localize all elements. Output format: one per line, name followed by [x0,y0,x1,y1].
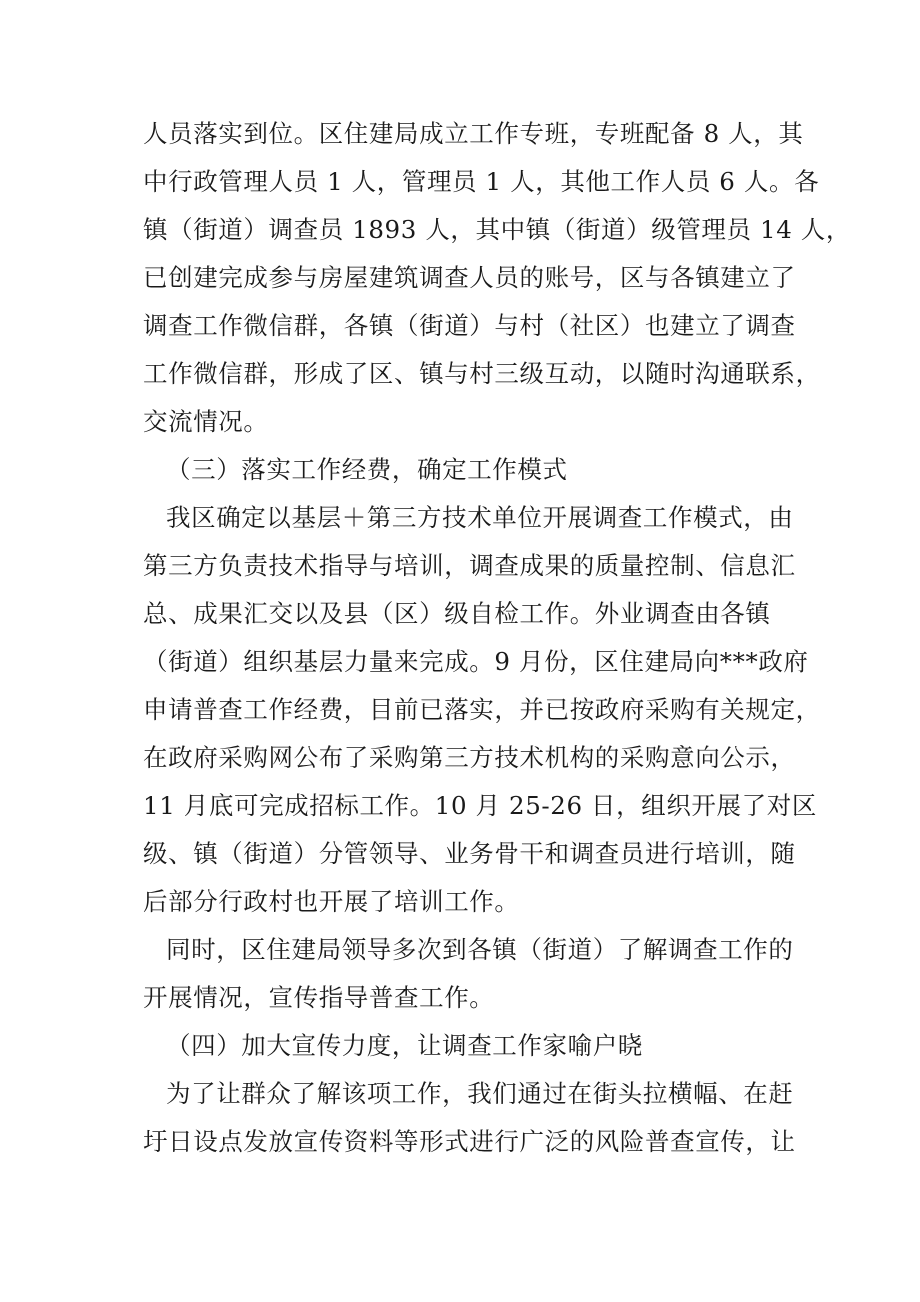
text-line: 总、成果汇交以及县（区）级自检工作。外业调查由各镇 [143,599,771,628]
text-line: 已创建完成参与房屋建筑调查人员的账号，区与各镇建立了 [143,263,796,292]
text-line: 我区确定以基层＋第三方技术单位开展调查工作模式，由 [166,503,794,532]
text-line: 第三方负责技术指导与培训，调查成果的质量控制、信息汇 [143,551,796,580]
text-line: 申请普查工作经费，目前已落实，并已按政府采购有关规定， [143,695,821,724]
text-line: 调查工作微信群，各镇（街道）与村（社区）也建立了调查 [143,311,796,340]
text-line: 为了让群众了解该项工作，我们通过在街头拉横幅、在赶 [166,1079,794,1108]
text-line: 在政府采购网公布了采购第三方技术机构的采购意向公示， [143,743,796,772]
text-line: 人员落实到位。区住建局成立工作专班，专班配备 8 人，其 [143,119,804,148]
text-line: 工作微信群，形成了区、镇与村三级互动，以随时沟通联系， [143,359,821,388]
text-line: 级、镇（街道）分管领导、业务骨干和调查员进行培训，随 [143,839,796,868]
text-line: 中行政管理人员 1 人，管理员 1 人，其他工作人员 6 人。各 [143,167,820,196]
section-heading: （三）落实工作经费，确定工作模式 [166,455,568,484]
text-line: 同时，区住建局领导多次到各镇（街道）了解调查工作的 [166,935,794,964]
text-line: 交流情况。 [143,407,269,436]
text-line: 后部分行政村也开展了培训工作。 [143,887,520,916]
text-line: （街道）组织基层力量来完成。9 月份，区住建局向***政府 [143,647,809,676]
section-heading: （四）加大宣传力度，让调查工作家喻户晓 [166,1031,643,1060]
text-line: 镇（街道）调查员 1893 人，其中镇（街道）级管理员 14 人， [143,215,851,244]
text-line: 开展情况，宣传指导普查工作。 [143,983,495,1012]
text-line: 圩日设点发放宣传资料等形式进行广泛的风险普查宣传，让 [143,1127,796,1156]
text-line: 11 月底可完成招标工作。10 月 25-26 日，组织开展了对区 [143,791,817,820]
